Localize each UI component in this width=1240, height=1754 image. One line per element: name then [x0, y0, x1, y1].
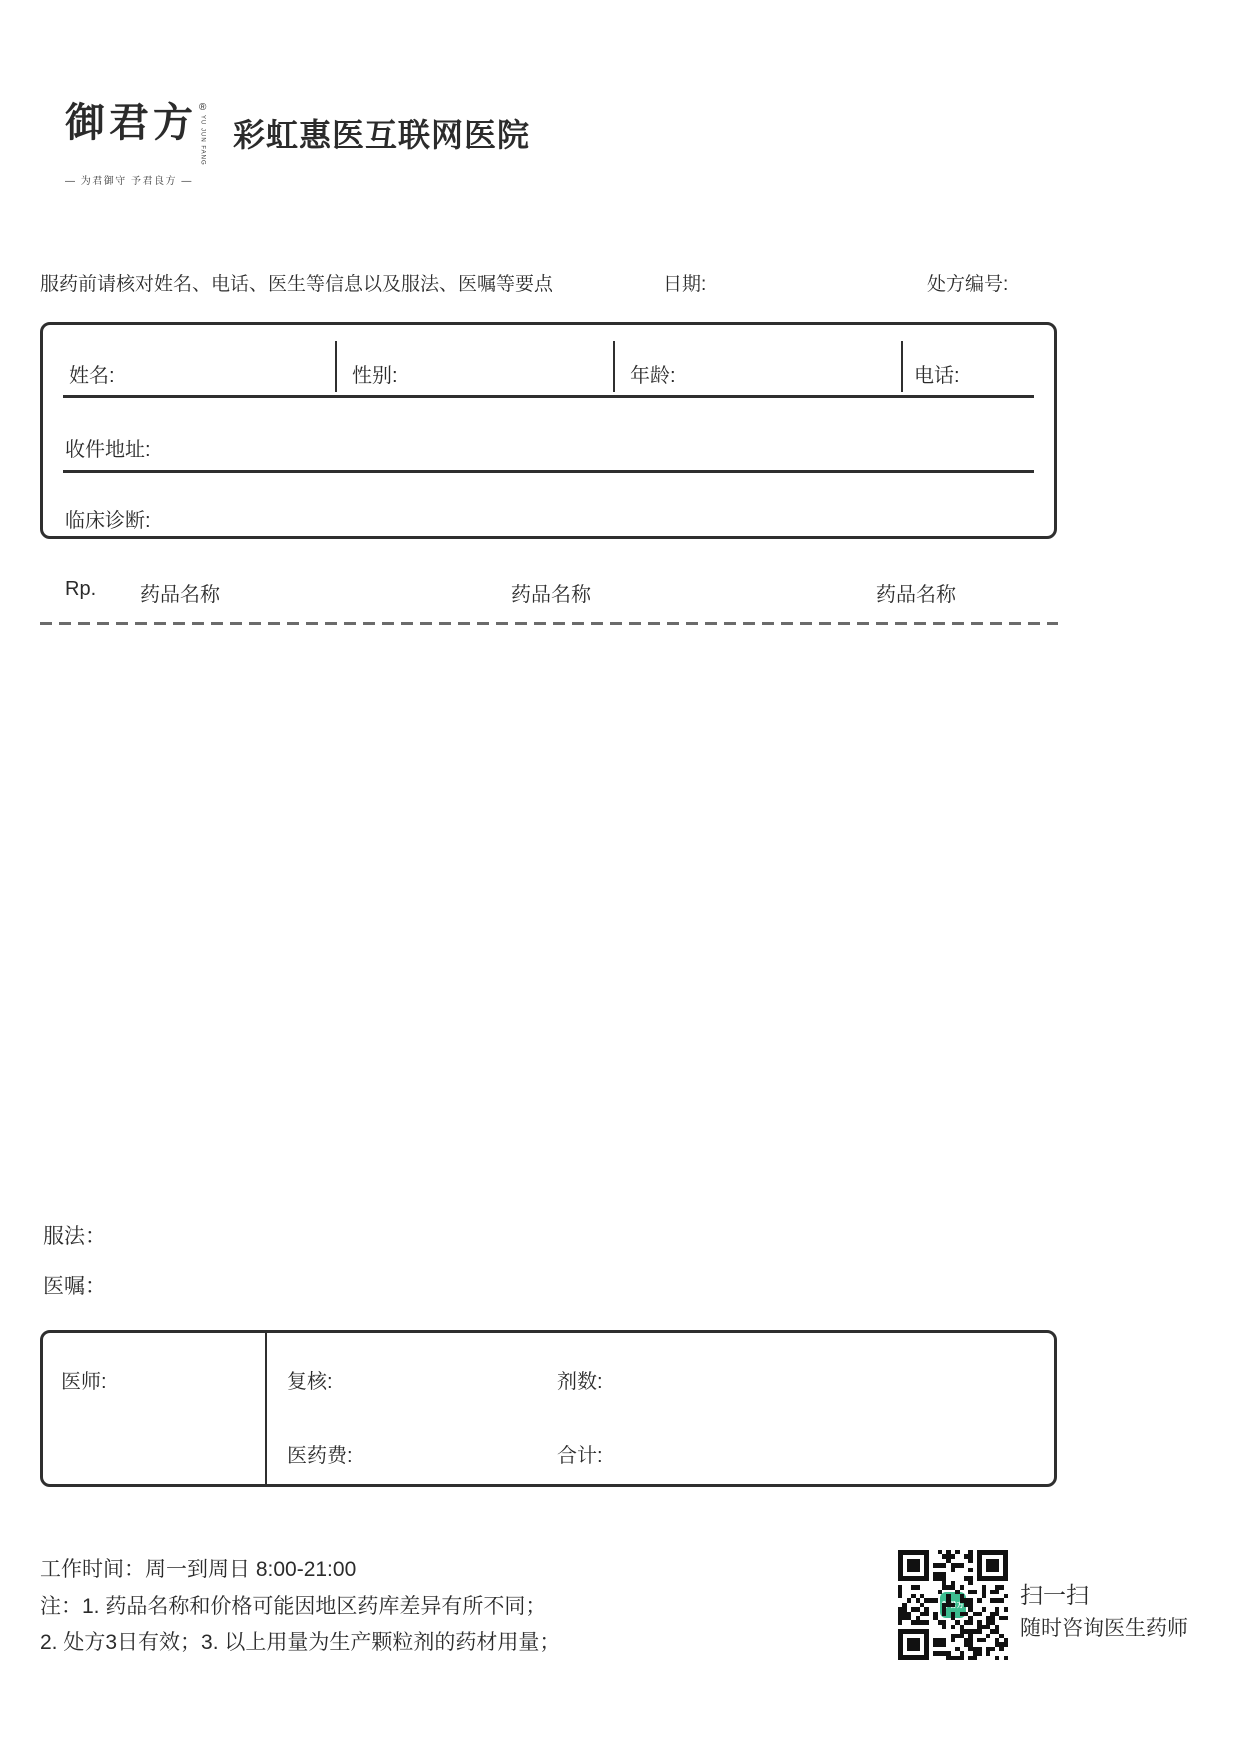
drug-name-column-header: 药品名称 [876, 584, 956, 606]
qr-finder-icon [898, 1629, 929, 1660]
signoff-box [40, 1330, 1057, 1487]
prescription-body-blank [40, 630, 1058, 1210]
doctor-label: 医师: [61, 1371, 107, 1393]
review-label: 复核: [287, 1371, 333, 1393]
brand-logo [65, 99, 207, 187]
qr-code [898, 1550, 1008, 1660]
patient-age-label: 年龄: [630, 365, 676, 387]
footnote-line2: 2. 处方3日有效；3. 以上用量为生产颗粒剂的药材用量； [40, 1631, 561, 1654]
drug-name-column-header: 药品名称 [511, 584, 591, 606]
doctor-advice-label: 医嘱： [43, 1275, 106, 1298]
scan-caption: 随时咨询医生药师 [1020, 1617, 1188, 1640]
row-divider [63, 470, 1034, 473]
footnote-line1: 注：1. 药品名称和价格可能因地区药库差异有所不同； [40, 1595, 547, 1618]
patient-gender-label: 性别: [352, 365, 398, 387]
registered-trademark-icon: ® [199, 102, 207, 113]
usage-label: 服法： [43, 1225, 106, 1248]
hospital-title: 彩虹惠医互联网医院 [233, 117, 531, 153]
qr-finder-icon [898, 1550, 929, 1581]
row-divider [63, 395, 1034, 398]
brand-tagline: — 为君御守 予君良方 — [65, 175, 193, 187]
date-label: 日期: [663, 274, 707, 295]
cell-divider [335, 341, 337, 392]
work-hours-note: 工作时间：周一到周日 8:00-21:00 [40, 1558, 357, 1581]
qr-finder-icon [977, 1550, 1008, 1581]
patient-phone-label: 电话: [914, 365, 960, 387]
drug-name-column-header: 药品名称 [140, 584, 220, 606]
verification-notice: 服药前请核对姓名、电话、医生等信息以及服法、医嘱等要点 [40, 274, 554, 295]
brand-pinyin-caption: YU JUN FANG [199, 115, 206, 166]
rp-label: Rp. [65, 578, 97, 600]
clinical-diagnosis-label: 临床诊断: [65, 510, 151, 532]
patient-name-label: 姓名: [69, 365, 115, 387]
patient-info-box [40, 322, 1057, 539]
cell-divider [613, 341, 615, 392]
dose-count-label: 剂数: [557, 1371, 603, 1393]
total-label: 合计: [557, 1445, 603, 1467]
scan-label: 扫一扫 [1020, 1582, 1089, 1608]
shipping-address-label: 收件地址: [65, 439, 151, 461]
rx-number-label: 处方编号: [927, 274, 1009, 295]
cell-divider [901, 341, 903, 392]
cell-divider [265, 1333, 267, 1484]
prescription-separator-line [40, 622, 1058, 625]
brand-logo-name: 御君方 [65, 99, 197, 146]
medicine-fee-label: 医药费: [287, 1445, 353, 1467]
